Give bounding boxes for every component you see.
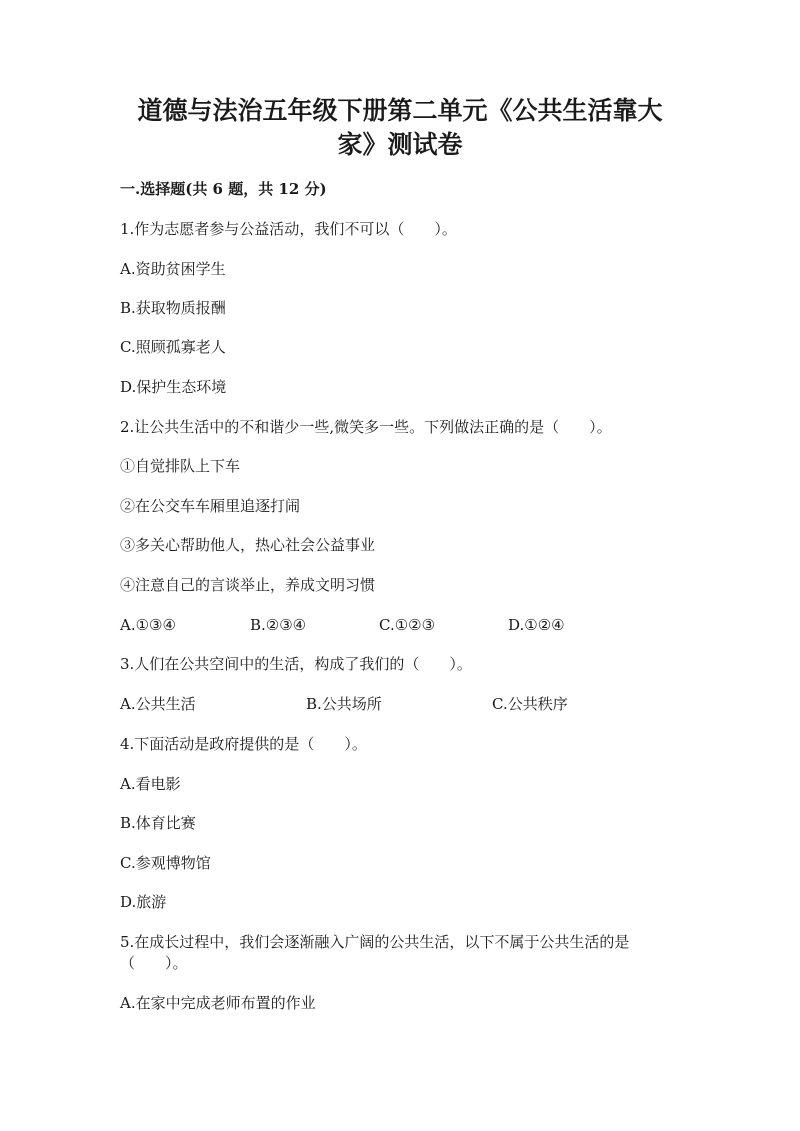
question-5-stem-line-1: 5.在成长过程中，我们会逐渐融入广阔的公共生活，以下不属于公共生活的是 — [120, 933, 630, 951]
question-1-option-a: A.资助贫困学生 — [120, 260, 226, 278]
question-3-option-a: A.公共生活 — [120, 695, 196, 713]
question-1-option-c: C.照顾孤寡老人 — [120, 338, 226, 356]
question-1-option-d: D.保护生态环境 — [120, 378, 227, 396]
question-4-option-a: A.看电影 — [120, 775, 181, 793]
section-heading: 一.选择题(共 6 题，共 12 分) — [120, 180, 327, 198]
question-2-statement-4: ④注意自己的言谈举止，养成文明习惯 — [120, 576, 376, 594]
question-4-option-d: D.旅游 — [120, 893, 167, 911]
question-5-stem-line-2: （ ）。 — [120, 954, 188, 972]
question-1-option-b: B.获取物质报酬 — [120, 299, 226, 317]
question-3-option-b: B.公共场所 — [306, 695, 382, 713]
question-1-stem: 1.作为志愿者参与公益活动，我们不可以（ ）。 — [120, 220, 457, 238]
question-4-stem: 4.下面活动是政府提供的是（ ）。 — [120, 735, 367, 753]
question-4-option-c: C.参观博物馆 — [120, 854, 211, 872]
question-2-statement-2: ②在公交车车厢里追逐打闹 — [120, 497, 301, 515]
question-5-option-a: A.在家中完成老师布置的作业 — [120, 994, 316, 1012]
question-2-option-a: A.①③④ — [120, 616, 176, 634]
question-2-option-b: B.②③④ — [250, 616, 307, 634]
question-4-option-b: B.体育比赛 — [120, 814, 196, 832]
page-title-line-2: 家》测试卷 — [337, 130, 463, 159]
question-2-statement-1: ①自觉排队上下车 — [120, 457, 241, 475]
page-title-line-1: 道德与法治五年级下册第二单元《公共生活靠大 — [137, 96, 663, 125]
question-3-option-c: C.公共秩序 — [492, 695, 568, 713]
question-2-option-d: D.①②④ — [508, 616, 565, 634]
question-2-stem: 2.让公共生活中的不和谐少一些,微笑多一些。下列做法正确的是（ ）。 — [120, 418, 612, 436]
question-2-option-c: C.①②③ — [379, 616, 436, 634]
question-2-statement-3: ③多关心帮助他人，热心社会公益事业 — [120, 536, 376, 554]
question-3-stem: 3.人们在公共空间中的生活，构成了我们的（ ）。 — [120, 655, 472, 673]
